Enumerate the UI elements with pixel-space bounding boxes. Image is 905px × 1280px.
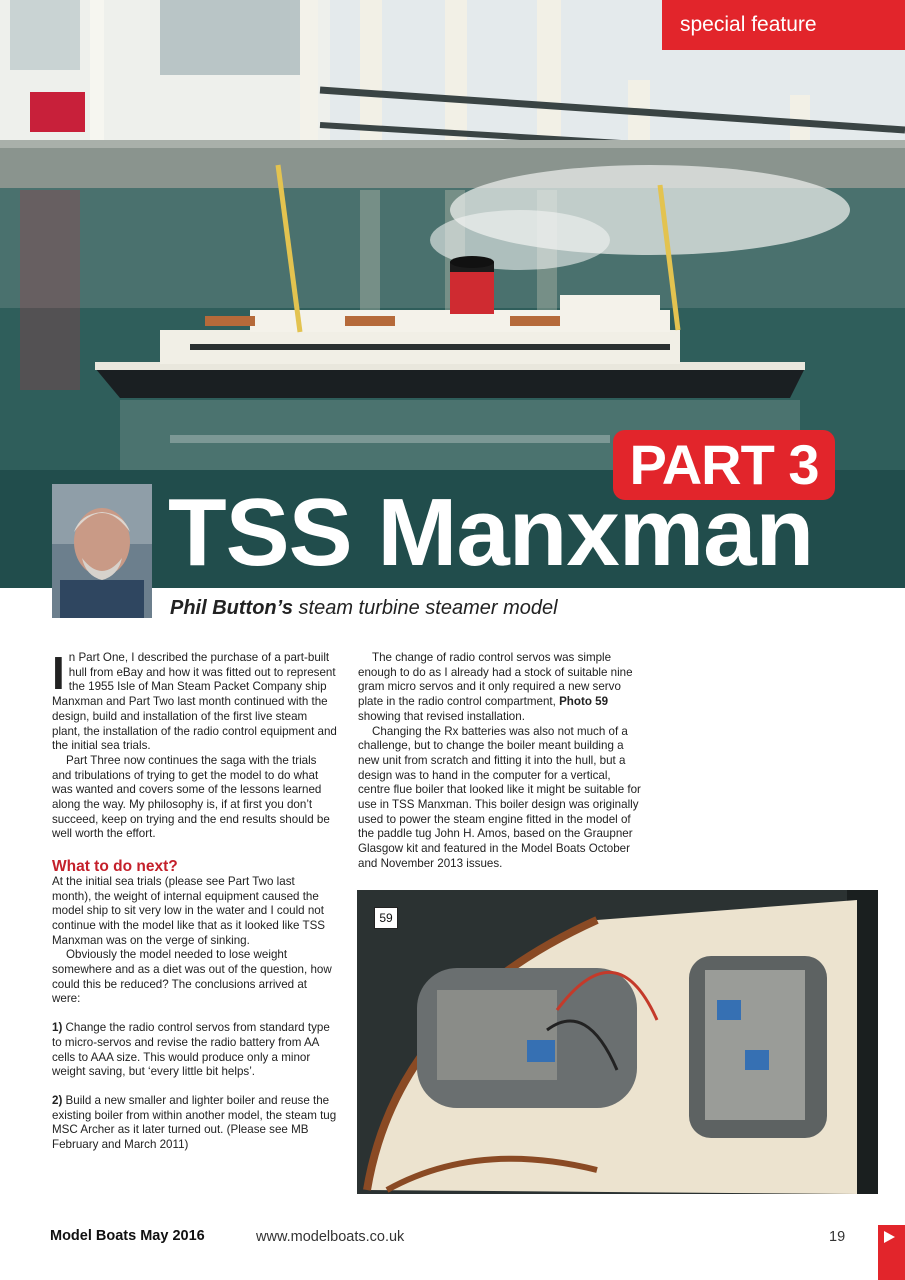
next-page-arrow-icon xyxy=(884,1231,895,1243)
photo-number-label: 59 xyxy=(374,907,398,929)
byline-author: Phil Button’s xyxy=(170,597,293,619)
list-item-2-text: Build a new smaller and lighter boiler and reuse the existing boiler from within another model, the steam tug MSC Archer as it later turned out. (Please see MB February and March 2011) xyxy=(52,1093,337,1152)
footer-publication: Model Boats May 2016 xyxy=(50,1228,205,1244)
photo-59-illustration xyxy=(357,890,878,1194)
byline-description: steam turbine steamer model xyxy=(298,597,558,619)
intro-text: n Part One, I described the purchase of a part-built hull from eBay and how it was fitted out to represent the 1955 Isle of Man Steam Packet Company ship Manxman and Part Two last month continued with the design, build and installation of the first live steam plant, the installation of the radio control equipment and the initial sea trials. xyxy=(52,651,337,753)
paragraph-4: Obviously the model needed to lose weight somewhere and as a diet was out of the question, how could this be reduced? The conclusions arrived at were: xyxy=(52,948,332,1006)
page-number: 19 xyxy=(829,1229,846,1245)
headline-title: TSS Manxman xyxy=(168,479,814,586)
paragraph-3: At the initial sea trials (please see Part Two last month), the weight of internal equipment caused the model ship to sit very low in the water and I could not continue with the model like that as it looked like TSS Manxman was on the verge of sinking. xyxy=(52,874,326,947)
list-item-2-number: 2) xyxy=(52,1093,63,1107)
right-paragraph-1-b: showing that revised installation. xyxy=(358,709,525,723)
drop-cap: I xyxy=(52,647,65,699)
next-page-tab[interactable] xyxy=(878,1225,905,1280)
paragraph-2: Part Three now continues the saga with the trials and tribulations of trying to get the model to do what was wanted and covers some of the lessons learned along the way. My philosophy is, if at first you don’t succeed, keep on trying and the end results should be well worth the effort. xyxy=(52,753,330,841)
author-portrait xyxy=(52,484,152,618)
list-item-1-text: Change the radio control servos from standard type to micro-servos and revise the radio battery from AA cells to AAA size. This would produce only a minor weight saving, but ‘every little bit helps’. xyxy=(52,1021,330,1079)
right-paragraph-2: Changing the Rx batteries was also not much of a challenge, but to change the boiler meant building a new unit from scratch and fitting it into the hull, but a design was to hand in the computer for a vertical, centre flue boiler that looked like it might be suitable for use in TSS Manxman. This boiler design was originally used to power the steam engine fitted in the model of the paddle tug John H. Amos, based on the Graupner Glasgow kit and featured in the Model Boats October and November 2013 issues. xyxy=(358,724,641,870)
author-portrait-illustration xyxy=(52,484,152,618)
part-badge: PART 3 xyxy=(613,430,835,500)
photo-59 xyxy=(357,890,878,1194)
list-item-1 xyxy=(52,1021,337,1080)
photo-reference: Photo 59 xyxy=(559,695,609,709)
left-column xyxy=(52,647,337,1153)
right-paragraph-1 xyxy=(358,651,643,725)
right-column xyxy=(358,651,643,872)
list-item-2 xyxy=(52,1094,337,1153)
subheading-what-next: What to do next? xyxy=(52,858,178,876)
right-paragraph-1-a: The change of radio control servos was simple enough to do as I already had a stock of suitable nine gram micro servos and it only required a new servo plate in the radio control compartment, xyxy=(358,651,633,709)
footer-url[interactable]: www.modelboats.co.uk xyxy=(256,1229,405,1245)
section-label: special feature xyxy=(662,0,905,50)
intro-paragraph xyxy=(52,647,337,754)
list-item-1-number: 1) xyxy=(52,1021,63,1035)
byline xyxy=(170,597,558,620)
